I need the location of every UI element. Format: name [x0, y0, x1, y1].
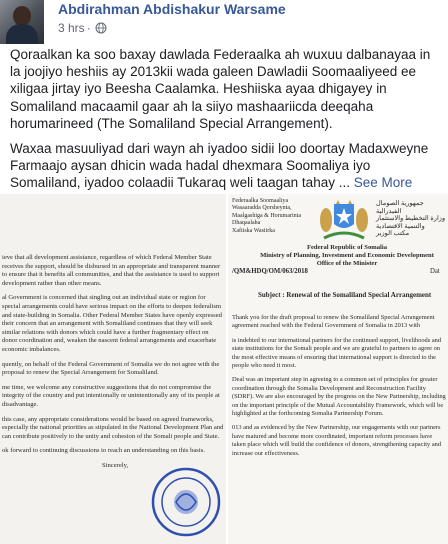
author-name-link[interactable]: Abdirahman Abdishakur Warsame [58, 1, 286, 17]
ministry-line-2: Ministry of Planning, Investment and Economic Development [260, 252, 434, 259]
avatar-head [13, 6, 31, 26]
author-avatar[interactable] [0, 0, 44, 44]
photo-letter-page-2[interactable] [0, 194, 226, 544]
letter-left-paragraph-2: al Government is concerned that singling out an individual state or region for special arrangements could have serious impact on the efforts to deepen federalism and state-building in Somalia. Other Federal Member States have openly expressed their concern that an arrangement with Somaliland continues that they will seek similar relations with donors which could have a further fragmentary effect on donor coordination and, weaken the nascent federal arrangements and exacerbate economic imbalances. [2, 294, 222, 353]
post-timestamp[interactable]: 3 hrs [58, 21, 85, 35]
letter-right-paragraph-1: Thank you for the draft proposal to renew the Somaliland Special Arrangement agreement reached with the Federal Government of Somalia in 2013 with [232, 314, 435, 330]
letterhead-somali: Federaalka Soomaaliya Wasaaradda Qorsheynta, Maalgashiga & Horumarinta Dhaqaalaha Xafiiska Wasiirka [232, 198, 301, 234]
ministry-line-3: Office of the Minister [316, 260, 378, 267]
photo-letter-page-1[interactable] [228, 194, 448, 544]
post-meta [58, 21, 107, 35]
official-stamp-icon [150, 466, 222, 538]
post-paragraph-2 [10, 140, 442, 192]
letter-left-paragraph-5: this case, any appropriate considerations would be based on agreed frameworks, especially the national priorities as stipulated in the National Development Plan and can contribute positively to the unity and cohesion of the Somali people and State. [2, 415, 224, 440]
letter-subject: Subject : Renewal of the Somaliland Special Arrangement [258, 291, 432, 299]
letter-date: Dat [430, 268, 440, 275]
letter-left-paragraph-1: ieve that all development assistance, regardless of which Federal Member State receives the support, should be disbursed in an appropriate and transparent manner to ensure that it benefits all communities, and that the assistance is used to support development rather than other means. [2, 254, 221, 287]
see-more-link[interactable]: See More [353, 175, 413, 191]
letter-left-paragraph-6: ok forward to continuing discussions to reach an understanding on this basis. [2, 447, 205, 455]
letter-body-left [2, 254, 224, 476]
letter-reference: /QM&HDQ/OM/063/2018 [232, 268, 308, 275]
letterhead-arabic: جمهورية الصومال الفيدرالية وزارة التخطيط والاستثمار والتنمية الاقتصادية مكتب الوزير [376, 200, 446, 238]
letter-right-paragraph-3: Deal was an important step in agreeing to a common set of principles for greater coordination through the Somalia Development and Reconstruction Facility (SDRF). We are also encouraged by the progress on the New Partnership, including on the important principle of the Mutual Accountability Framework, which will be highlighted at the forthcoming Somalia Partnership Forum. [232, 376, 446, 418]
somalia-coat-of-arms-icon [316, 198, 372, 246]
ministry-heading [248, 244, 446, 268]
letter-right-paragraph-4: 013 and as evidenced by the New Partnership, our engagements with our partners have matured and become more coordinated, important reform processes have taken place which will build the confidence of donors, strengthening capacity and increase our effectiveness. [232, 424, 442, 457]
avatar-body [6, 24, 38, 44]
post-text [10, 46, 442, 200]
post-paragraph-2-text: Waxaa masuuliyad dari wayn ah iyadoo sidii loo doortay Madaxweyne Farmaajo aysan dhicin wada hadal dhexmara Soomaliya iyo Somaliland, iyadoo colaadii Tukaraq weli taagan tahay ... [10, 141, 429, 191]
letter-left-paragraph-3: quently, on behalf of the Federal Government of Somalia we do not agree with the proposal to renew the Special Arrangement for Somaliland. [2, 360, 220, 377]
letter-right-paragraph-2: is indebted to our international partners for the continued support, livelihoods and state institutions for the Somali people and we are grateful to partners to agree on the most effective means of ensuring that international support is directed to the people who need it most. [232, 336, 442, 370]
letter-body-right [232, 314, 446, 464]
post-photos [0, 194, 448, 544]
post-header [0, 0, 448, 44]
ministry-line-1: Federal Republic of Somalia [306, 244, 388, 251]
letter-left-paragraph-4: me time, we welcome any constructive suggestions that do not compromise the integrity of the country and put intentionally or unintentionally any of its people at disadvantage. [2, 383, 220, 408]
globe-icon[interactable] [95, 22, 107, 34]
letter-closing: Sincerely, [102, 461, 129, 469]
post-paragraph-1: Qoraalkan ka soo baxay dawlada Federaalka ah wuxuu dalbanayaa in la joojiyo heshiis ay 2013kii wada galeen Dawladii Soomaaliyeed ee xiligaa jirtay iyo Beesha Caalamka. Heshiiska ayaa dhigayey in Somaliland macaamil gaar ah la siiyo mashaariicda deeqaha horumarineed (The Somaliland Special Arrangement). [10, 47, 431, 131]
meta-separator: · [86, 21, 91, 35]
